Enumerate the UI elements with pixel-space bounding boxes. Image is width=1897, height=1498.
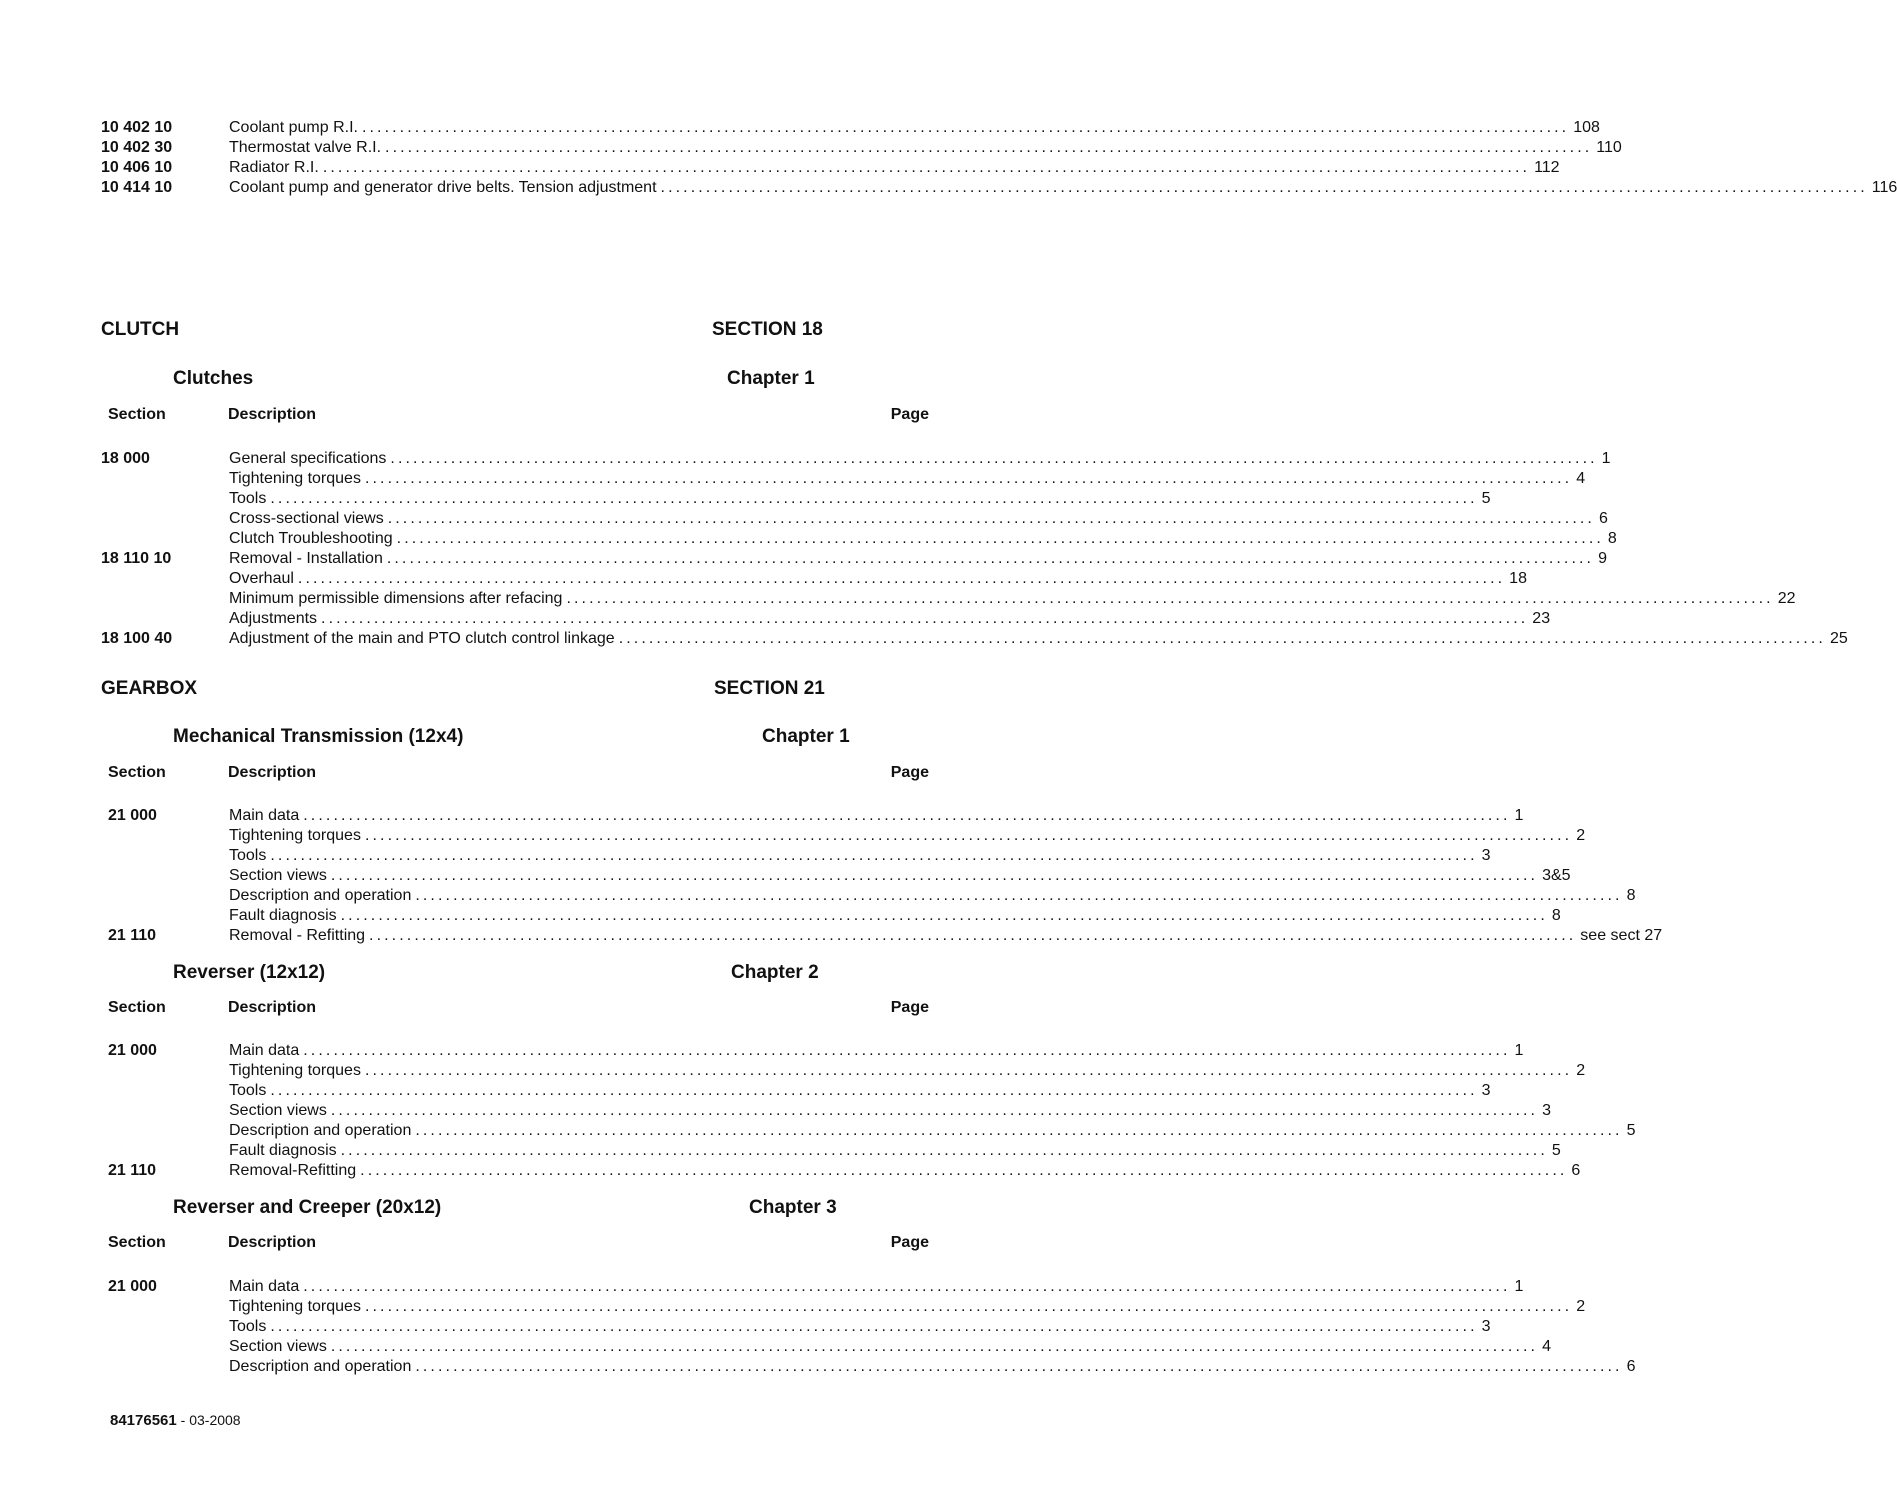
toc-page-number: 2: [1576, 827, 1586, 844]
toc-page-number: 23: [1532, 610, 1551, 627]
chapter-title: Mechanical Transmission (12x4): [173, 726, 464, 747]
toc-page-number: 3: [1481, 1082, 1491, 1099]
column-header-page: Page: [890, 406, 929, 423]
toc-page-number: 5: [1626, 1122, 1636, 1139]
toc-entry-title: Fault diagnosis: [229, 1142, 337, 1159]
toc-page-number: 1: [1601, 450, 1611, 467]
toc-page-number: 18: [1509, 570, 1527, 587]
column-header-page: Page: [890, 1234, 929, 1251]
toc-section-code: 10 402 10: [101, 119, 173, 136]
toc-page-number: 108: [1573, 119, 1600, 136]
toc-row: 10 414 10 Coolant pump and generator drive belts. Tension adjustment ................................................................................................................................................................ 116: [101, 179, 1897, 196]
toc-section-code: 18 000: [101, 450, 150, 467]
toc-entry-title: Tightening torques: [229, 1062, 361, 1079]
toc-page-number: 4: [1576, 470, 1586, 487]
chapter-title: Clutches: [173, 368, 254, 389]
group-title: GEARBOX: [101, 678, 198, 699]
toc-entry-title: Section views: [229, 1102, 327, 1119]
toc-entry-title: Tools: [229, 490, 267, 507]
toc-entry-title: Radiator R.I.: [229, 159, 319, 176]
toc-block-gearbox-ch3: 21 000 Main data ................................................................................................................................................................ 1 Tightening torques ................................................................................................................................................................ 2 Tools ................................................................................................................................................................ 3 Section views ................................................................................................................................................................ 4 Description and operation ................................................................................................................................................................ 6: [108, 1278, 1636, 1375]
toc-entry-title: Removal - Installation: [229, 550, 383, 567]
chapter-title: Reverser (12x12): [173, 962, 326, 983]
toc-page-number: 6: [1598, 510, 1608, 527]
toc-page-number: 8: [1626, 887, 1636, 904]
toc-page-number: 5: [1551, 1142, 1561, 1159]
column-headers: [101, 764, 945, 786]
document-number: 84176561: [110, 1412, 177, 1429]
toc-entry-title: Tools: [229, 847, 267, 864]
toc-page-number: 2: [1576, 1062, 1586, 1079]
column-header-page: Page: [890, 999, 929, 1016]
toc-entry-title: Section views: [229, 1338, 327, 1355]
toc-page-number: 2: [1576, 1298, 1586, 1315]
toc-section-code: 21 000: [108, 807, 157, 824]
toc-page-number: 25: [1829, 630, 1848, 647]
toc-page-number: 22: [1777, 590, 1796, 607]
toc-section-code: 10 414 10: [101, 179, 173, 196]
toc-entry-title: Tightening torques: [229, 470, 361, 487]
toc-entry-title: Clutch Troubleshooting: [229, 530, 393, 547]
column-header-description: Description: [228, 406, 317, 423]
toc-page-number: 3: [1542, 1102, 1551, 1119]
column-header-description: Description: [228, 764, 317, 781]
chapter-number: Chapter 2: [731, 962, 819, 983]
toc-page-number: 3: [1481, 847, 1491, 864]
toc-entry-title: General specifications: [229, 450, 387, 467]
document-date: 03-2008: [189, 1412, 241, 1428]
toc-section-code: 18 100 40: [101, 630, 173, 647]
toc-entry-title: Cross-sectional views: [229, 510, 384, 527]
column-header-description: Description: [228, 1234, 317, 1251]
toc-page-number: 112: [1534, 159, 1560, 176]
toc-section-code: 10 402 30: [101, 139, 173, 156]
toc-page-number: 6: [1571, 1162, 1581, 1179]
column-headers: [101, 406, 945, 428]
toc-entry-title: Minimum permissible dimensions after refacing: [229, 590, 563, 607]
toc-section-code: 21 000: [108, 1278, 157, 1295]
chapter-heading: [101, 368, 945, 392]
group-heading-clutch: [101, 319, 945, 343]
toc-section-code: 21 110: [108, 1162, 157, 1179]
toc-page-number: 5: [1481, 490, 1491, 507]
toc-page-number: 1: [1514, 1042, 1524, 1059]
chapter-heading: [101, 726, 945, 750]
toc-section-code: 18 110 10: [101, 550, 172, 567]
toc-page-number: 116: [1871, 179, 1897, 196]
toc-row: 10 406 10 Radiator R.I. ................................................................................................................................................................ 112: [101, 159, 1560, 176]
chapter-heading: [101, 1197, 945, 1221]
toc-entry-title: Section views: [229, 867, 327, 884]
toc-page-number: 9: [1598, 550, 1607, 567]
column-header-section: Section: [108, 406, 166, 423]
toc-page-number: 3&5: [1542, 867, 1571, 884]
toc-entry-title: Removal-Refitting: [229, 1162, 357, 1179]
toc-block-gearbox-ch1: 21 000 Main data ................................................................................................................................................................ 1 Tightening torques ................................................................................................................................................................ 2 Tools ................................................................................................................................................................ 3 Section views ................................................................................................................................................................ 3&5 Description and operation ................................................................................................................................................................ 8 Fault diagnosis ................................................................................................................................................................ 8 21 110 Removal - Refitting ................................................................................................................................................................ see sect 27: [108, 807, 1663, 944]
toc-entry-title: Tools: [229, 1318, 267, 1335]
page-footer: [110, 1412, 241, 1429]
footer-separator: -: [176, 1412, 190, 1428]
column-headers: [101, 1234, 945, 1256]
column-header-description: Description: [228, 999, 317, 1016]
toc-entry-title: Coolant pump and generator drive belts. Tension adjustment: [229, 179, 657, 196]
toc-entry-title: Adjustments: [229, 610, 318, 627]
toc-page-number: 8: [1551, 907, 1561, 924]
group-heading-gearbox: [101, 678, 945, 702]
group-section: SECTION 18: [712, 319, 823, 340]
toc-entry-title: Coolant pump R.I.: [229, 119, 358, 136]
column-header-section: Section: [108, 764, 166, 781]
column-header-page: Page: [890, 764, 929, 781]
toc-page-number: 1: [1514, 1278, 1524, 1295]
toc-block-engine: [101, 118, 1897, 198]
toc-entry-title: Description and operation: [229, 1122, 412, 1139]
toc-entry-title: Description and operation: [229, 1358, 412, 1375]
chapter-number: Chapter 1: [762, 726, 850, 747]
toc-entry-title: Main data: [229, 1278, 300, 1295]
toc-entry-title: Adjustment of the main and PTO clutch control linkage: [229, 630, 615, 647]
toc-entry-title: Main data: [229, 807, 300, 824]
toc-page-number: 8: [1607, 530, 1617, 547]
group-title: CLUTCH: [101, 319, 180, 340]
toc-section-code: 21 110: [108, 927, 157, 944]
toc-page-number: 4: [1542, 1338, 1551, 1355]
toc-page-number: 3: [1481, 1318, 1491, 1335]
toc-entry-title: Fault diagnosis: [229, 907, 337, 924]
toc-page-number: see sect 27: [1580, 927, 1663, 944]
chapter-title: Reverser and Creeper (20x12): [173, 1197, 442, 1218]
toc-entry-title: Main data: [229, 1042, 300, 1059]
toc-entry-title: Description and operation: [229, 887, 412, 904]
toc-entry-title: Tools: [229, 1082, 267, 1099]
toc-row: 10 402 30 Thermostat valve R.I. ................................................................................................................................................................ 110: [101, 139, 1622, 156]
chapter-heading: [101, 962, 945, 986]
toc-block-gearbox-ch2: 21 000 Main data ................................................................................................................................................................ 1 Tightening torques ................................................................................................................................................................ 2 Tools ................................................................................................................................................................ 3 Section views ................................................................................................................................................................ 3 Description and operation ................................................................................................................................................................ 5 Fault diagnosis ................................................................................................................................................................ 5 21 110 Removal-Refitting ................................................................................................................................................................ 6: [108, 1042, 1636, 1179]
toc-entry-title: Overhaul: [229, 570, 294, 587]
toc-entry-title: Tightening torques: [229, 827, 361, 844]
toc-page-number: 1: [1514, 807, 1524, 824]
chapter-number: Chapter 3: [749, 1197, 837, 1218]
group-section: SECTION 21: [714, 678, 825, 699]
column-header-section: Section: [108, 999, 166, 1016]
toc-row: 10 402 10 Coolant pump R.I. ................................................................................................................................................................ 108: [101, 119, 1600, 136]
toc-page-number: 6: [1626, 1358, 1636, 1375]
toc-section-code: 21 000: [108, 1042, 157, 1059]
toc-entry-title: Removal - Refitting: [229, 927, 366, 944]
chapter-number: Chapter 1: [727, 368, 815, 389]
column-header-section: Section: [108, 1234, 166, 1251]
column-headers: [101, 999, 945, 1021]
toc-entry-title: Thermostat valve R.I.: [229, 139, 382, 156]
toc-page-number: 110: [1596, 139, 1622, 156]
toc-section-code: 10 406 10: [101, 159, 173, 176]
toc-block-clutch: 18 000 General specifications ................................................................................................................................................................ 1 Tightening torques ................................................................................................................................................................ 4 Tools ................................................................................................................................................................ 5 Cross-sectional views ................................................................................................................................................................ 6 Clutch Troubleshooting ................................................................................................................................................................ 8 18 110 10 Removal - Installation ................................................................................................................................................................ 9 Overhaul ................................................................................................................................................................ 18 Minimum permissible dimensions after refacing ................................................................................................................................................................ 22 Adjustments ................................................................................................................................................................ 23 18 100 40 Adjustment of the main and PTO clutch control linkage ................................................................................................................................................................ 25: [101, 450, 1848, 647]
toc-entry-title: Tightening torques: [229, 1298, 361, 1315]
